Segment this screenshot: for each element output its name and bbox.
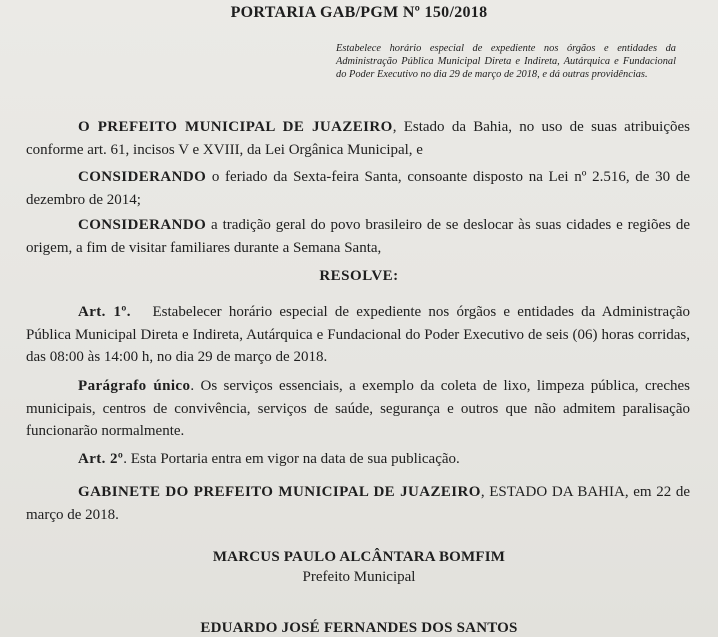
gabinete-text: , ESTADO DA BAHIA, em 22 de março de 2018. bbox=[26, 484, 690, 523]
paragrafo-unico-paragraph bbox=[26, 375, 690, 443]
paragrafo-unico-lead: Parágrafo único bbox=[78, 378, 191, 394]
preamble-paragraph bbox=[26, 116, 690, 161]
preamble-text: , Estado da Bahia, no uso de suas atribuições conforme art. 61, incisos V e XVIII, da Lei Orgânica Municipal, e bbox=[26, 119, 690, 158]
considerando-2-text: a tradição geral do povo brasileiro de se deslocar às suas cidades e regiões de origem, a fim de visitar familiares durante a Semana Santa, bbox=[26, 217, 690, 256]
preamble-lead: O PREFEITO MUNICIPAL DE JUAZEIRO bbox=[78, 119, 393, 135]
considerando-1-paragraph bbox=[26, 166, 690, 211]
document-title: PORTARIA GAB/PGM Nº 150/2018 bbox=[230, 4, 488, 21]
art1-text: Estabelecer horário especial de expediente nos órgãos e entidades da Administração Pública Municipal Direta e Indireta, Autárquica e Fundacional do Poder Executivo de seis (06) horas corridas, das 08:00 às 14:00 h, no dia 29 de março de 2018. bbox=[26, 304, 694, 365]
signature-block-1 bbox=[0, 547, 718, 587]
art1-paragraph bbox=[26, 301, 694, 369]
gabinete-lead: GABINETE DO PREFEITO MUNICIPAL DE JUAZEIRO bbox=[78, 484, 481, 500]
resolve-heading: RESOLVE: bbox=[319, 268, 399, 284]
considerando-2-lead: CONSIDERANDO bbox=[78, 217, 207, 233]
signature-block-2 bbox=[0, 618, 718, 637]
signatory-2-name: EDUARDO JOSÉ FERNANDES DOS SANTOS bbox=[200, 620, 518, 636]
signatory-1-role: Prefeito Municipal bbox=[302, 569, 416, 585]
art1-lead: Art. 1º. bbox=[78, 304, 131, 320]
art2-lead: Art. 2º bbox=[78, 451, 124, 467]
considerando-1-text: o feriado da Sexta-feira Santa, consoante disposto na Lei nº 2.516, de 30 de dezembro de 2014; bbox=[26, 169, 690, 208]
art2-text: . Esta Portaria entra em vigor na data de sua publicação. bbox=[123, 451, 460, 467]
gabinete-paragraph bbox=[26, 481, 690, 526]
art2-paragraph bbox=[26, 448, 690, 471]
considerando-1-lead: CONSIDERANDO bbox=[78, 169, 207, 185]
ementa: Estabelece horário especial de expediente nos órgãos e entidades da Administração Pública Municipal Direta e Indireta, Autárquica e Fundacional do Poder Executivo no dia 29 de março de 2018, e dá outras providências. bbox=[336, 43, 676, 80]
paragrafo-unico-text: . Os serviços essenciais, a exemplo da coleta de lixo, limpeza pública, creches municipais, centros de convivência, serviços de saúde, segurança e outros que não admitem paralisação funcionarão normalmente. bbox=[26, 378, 690, 439]
signatory-1-name: MARCUS PAULO ALCÂNTARA BOMFIM bbox=[212, 549, 506, 565]
considerando-2-paragraph bbox=[26, 214, 690, 259]
